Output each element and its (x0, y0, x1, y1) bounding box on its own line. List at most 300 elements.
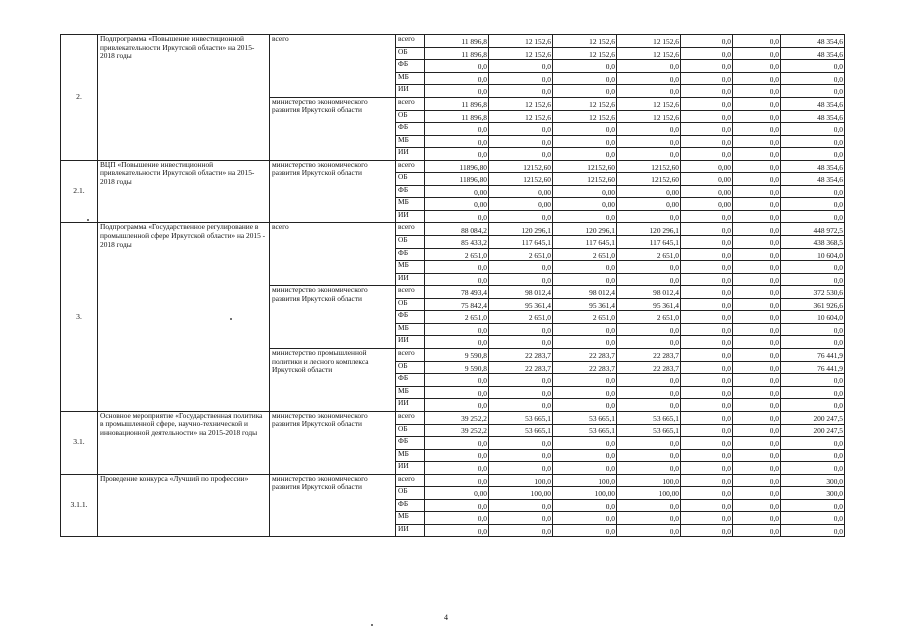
year-value: 0,0 (553, 399, 617, 412)
funding-source-code: ОБ (396, 236, 425, 249)
total-value: 372 530,6 (781, 286, 845, 299)
year-value: 0,0 (681, 437, 733, 450)
row-index: 3. (61, 223, 98, 411)
year-value: 0,00 (489, 198, 553, 211)
year-value: 0,0 (681, 524, 733, 537)
year-value: 0,0 (733, 374, 781, 387)
year-value: 117 645,1 (553, 236, 617, 249)
year-value: 0,0 (733, 185, 781, 198)
program-title: Основное мероприятие «Государственная политика в промышленной сфере, научно-технической и инновационной деятельности» на 2015-2018 годы (98, 411, 270, 474)
year-value: 12152,60 (617, 173, 681, 186)
year-value: 0,0 (617, 60, 681, 73)
year-value: 0,0 (617, 148, 681, 161)
year-value: 0,0 (489, 273, 553, 286)
year-value: 0,0 (733, 462, 781, 475)
year-value: 0,0 (553, 60, 617, 73)
total-value: 0,0 (781, 524, 845, 537)
year-value: 0,0 (733, 487, 781, 500)
year-value: 0,0 (553, 85, 617, 98)
year-value: 0,0 (733, 198, 781, 211)
year-value: 0,0 (681, 273, 733, 286)
year-value: 0,0 (681, 424, 733, 437)
funding-source-code: МБ (396, 72, 425, 85)
year-value: 117 645,1 (489, 236, 553, 249)
total-value: 0,0 (781, 60, 845, 73)
year-value: 0,0 (617, 72, 681, 85)
total-value: 10 604,0 (781, 248, 845, 261)
year-value: 0,0 (681, 261, 733, 274)
total-value: 76 441,9 (781, 361, 845, 374)
year-value: 0,0 (733, 148, 781, 161)
year-value: 0,0 (425, 437, 489, 450)
year-value: 0,0 (425, 374, 489, 387)
year-value: 0,0 (425, 512, 489, 525)
year-value: 0,0 (733, 386, 781, 399)
year-value: 53 665,1 (617, 424, 681, 437)
row-index: 3.1. (61, 411, 98, 474)
funding-source-code: ФБ (396, 248, 425, 261)
year-value: 0,0 (733, 236, 781, 249)
table-row (61, 35, 845, 48)
funding-source-code: ОБ (396, 298, 425, 311)
year-value: 12 152,6 (489, 97, 553, 110)
year-value: 0,0 (733, 248, 781, 261)
budget-table (60, 34, 845, 537)
funding-source-code: МБ (396, 198, 425, 211)
year-value: 0,0 (733, 97, 781, 110)
year-value: 0,0 (681, 110, 733, 123)
year-value: 0,0 (489, 512, 553, 525)
year-value: 0,0 (733, 437, 781, 450)
year-value: 0,0 (553, 524, 617, 537)
year-value: 0,00 (425, 185, 489, 198)
funding-source-code: ИИ (396, 148, 425, 161)
year-value: 0,0 (617, 374, 681, 387)
year-value: 0,0 (733, 60, 781, 73)
year-value: 120 296,1 (489, 223, 553, 236)
year-value: 0,0 (733, 524, 781, 537)
year-value: 12152,60 (553, 160, 617, 173)
year-value: 0,0 (681, 411, 733, 424)
year-value: 0,0 (425, 148, 489, 161)
year-value: 0,0 (681, 386, 733, 399)
year-value: 75 842,4 (425, 298, 489, 311)
year-value: 0,0 (489, 123, 553, 136)
year-value: 0,0 (733, 348, 781, 361)
year-value: 22 283,7 (489, 361, 553, 374)
scan-speck (230, 318, 232, 320)
year-value: 0,00 (617, 198, 681, 211)
year-value: 0,0 (681, 449, 733, 462)
year-value: 0,0 (489, 336, 553, 349)
total-value: 0,0 (781, 210, 845, 223)
year-value: 0,0 (733, 123, 781, 136)
year-value: 100,00 (553, 487, 617, 500)
funding-source-code: всего (396, 35, 425, 48)
year-value: 0,0 (681, 298, 733, 311)
funding-source-code: всего (396, 223, 425, 236)
table-row (61, 223, 845, 236)
year-value: 0,0 (681, 123, 733, 136)
year-value: 0,0 (553, 374, 617, 387)
year-value: 100,0 (489, 474, 553, 487)
year-value: 2 651,0 (617, 311, 681, 324)
year-value: 0,0 (553, 273, 617, 286)
total-value: 0,0 (781, 336, 845, 349)
year-value: 12 152,6 (617, 97, 681, 110)
year-value: 0,0 (617, 210, 681, 223)
year-value: 0,0 (489, 85, 553, 98)
year-value: 11 896,8 (425, 47, 489, 60)
year-value: 0,0 (425, 499, 489, 512)
total-value: 48 354,6 (781, 173, 845, 186)
year-value: 0,0 (425, 336, 489, 349)
year-value: 0,0 (733, 424, 781, 437)
year-value: 9 590,8 (425, 348, 489, 361)
year-value: 100,0 (617, 474, 681, 487)
funding-source-code: МБ (396, 386, 425, 399)
year-value: 0,0 (489, 210, 553, 223)
year-value: 0,0 (617, 323, 681, 336)
funding-source-code: ФБ (396, 499, 425, 512)
year-value: 0,0 (733, 449, 781, 462)
year-value: 12152,60 (617, 160, 681, 173)
year-value: 95 361,4 (553, 298, 617, 311)
funding-source-code: МБ (396, 449, 425, 462)
year-value: 0,0 (553, 512, 617, 525)
total-value: 0,0 (781, 462, 845, 475)
year-value: 12 152,6 (489, 35, 553, 48)
total-value: 0,0 (781, 185, 845, 198)
total-value: 0,0 (781, 323, 845, 336)
year-value: 0,0 (681, 97, 733, 110)
year-value: 100,0 (553, 474, 617, 487)
year-value: 0,0 (681, 374, 733, 387)
year-value: 12 152,6 (617, 47, 681, 60)
funding-source-code: ОБ (396, 47, 425, 60)
year-value: 0,0 (489, 135, 553, 148)
year-value: 0,0 (733, 210, 781, 223)
year-value: 0,0 (733, 223, 781, 236)
year-value: 53 665,1 (553, 424, 617, 437)
year-value: 0,0 (617, 524, 681, 537)
total-value: 0,0 (781, 123, 845, 136)
total-value: 0,0 (781, 399, 845, 412)
row-index: 3.1.1. (61, 474, 98, 537)
funding-source-code: МБ (396, 323, 425, 336)
executor: министерство экономического развития Иркутской области (270, 286, 396, 349)
year-value: 0,0 (733, 411, 781, 424)
year-value: 11 896,8 (425, 110, 489, 123)
year-value: 98 012,4 (617, 286, 681, 299)
year-value: 0,0 (617, 135, 681, 148)
scan-speck (87, 219, 89, 221)
row-index: 2.1. (61, 160, 98, 223)
year-value: 39 252,2 (425, 411, 489, 424)
year-value: 0,0 (681, 248, 733, 261)
year-value: 85 433,2 (425, 236, 489, 249)
year-value: 0,0 (733, 311, 781, 324)
year-value: 0,0 (489, 60, 553, 73)
year-value: 0,0 (733, 399, 781, 412)
funding-source-code: всего (396, 348, 425, 361)
year-value: 0,0 (617, 512, 681, 525)
year-value: 2 651,0 (553, 311, 617, 324)
year-value: 0,0 (733, 261, 781, 274)
year-value: 0,0 (553, 449, 617, 462)
year-value: 12 152,6 (553, 35, 617, 48)
year-value: 0,0 (489, 449, 553, 462)
total-value: 300,0 (781, 487, 845, 500)
year-value: 0,0 (617, 462, 681, 475)
year-value: 0,00 (681, 160, 733, 173)
year-value: 0,0 (733, 336, 781, 349)
funding-source-code: всего (396, 411, 425, 424)
funding-source-code: всего (396, 474, 425, 487)
program-title: Проведение конкурса «Лучший по профессии» (98, 474, 270, 537)
scan-speck (371, 624, 373, 626)
year-value: 0,0 (681, 210, 733, 223)
funding-source-code: всего (396, 286, 425, 299)
year-value: 0,0 (617, 273, 681, 286)
year-value: 98 012,4 (553, 286, 617, 299)
year-value: 0,0 (553, 437, 617, 450)
year-value: 0,0 (553, 148, 617, 161)
year-value: 0,0 (425, 524, 489, 537)
year-value: 0,0 (681, 399, 733, 412)
executor: министерство промышленной политики и лесного комплекса Иркутской области (270, 348, 396, 411)
funding-source-code: всего (396, 97, 425, 110)
year-value: 11896,80 (425, 173, 489, 186)
year-value: 0,0 (553, 323, 617, 336)
year-value: 0,0 (489, 148, 553, 161)
total-value: 0,0 (781, 386, 845, 399)
year-value: 0,0 (733, 47, 781, 60)
executor: министерство экономического развития Иркутской области (270, 160, 396, 223)
year-value: 0,0 (425, 72, 489, 85)
year-value: 0,0 (733, 160, 781, 173)
year-value: 2 651,0 (425, 248, 489, 261)
year-value: 0,0 (425, 462, 489, 475)
year-value: 0,0 (733, 85, 781, 98)
funding-source-code: ИИ (396, 524, 425, 537)
total-value: 200 247,5 (781, 424, 845, 437)
year-value: 0,0 (681, 35, 733, 48)
year-value: 0,0 (425, 474, 489, 487)
year-value: 100,00 (617, 487, 681, 500)
funding-source-code: ИИ (396, 399, 425, 412)
year-value: 0,0 (617, 261, 681, 274)
funding-source-code: МБ (396, 512, 425, 525)
year-value: 12 152,6 (489, 110, 553, 123)
total-value: 0,0 (781, 148, 845, 161)
year-value: 0,0 (681, 487, 733, 500)
year-value: 0,0 (553, 386, 617, 399)
year-value: 0,00 (425, 198, 489, 211)
year-value: 0,0 (617, 499, 681, 512)
funding-source-code: ФБ (396, 185, 425, 198)
year-value: 0,0 (425, 60, 489, 73)
year-value: 0,0 (681, 512, 733, 525)
year-value: 0,0 (617, 437, 681, 450)
year-value: 2 651,0 (425, 311, 489, 324)
year-value: 0,0 (489, 399, 553, 412)
year-value: 53 665,1 (617, 411, 681, 424)
year-value: 0,0 (681, 474, 733, 487)
total-value: 48 354,6 (781, 160, 845, 173)
year-value: 0,0 (425, 135, 489, 148)
year-value: 0,00 (681, 173, 733, 186)
year-value: 0,0 (681, 336, 733, 349)
funding-source-code: МБ (396, 135, 425, 148)
year-value: 0,0 (681, 361, 733, 374)
funding-source-code: ФБ (396, 60, 425, 73)
year-value: 120 296,1 (617, 223, 681, 236)
total-value: 0,0 (781, 512, 845, 525)
year-value: 0,0 (733, 286, 781, 299)
total-value: 0,0 (781, 261, 845, 274)
funding-source-code: ОБ (396, 361, 425, 374)
year-value: 12 152,6 (553, 47, 617, 60)
funding-source-code: ОБ (396, 173, 425, 186)
total-value: 48 354,6 (781, 97, 845, 110)
year-value: 12 152,6 (617, 35, 681, 48)
total-value: 200 247,5 (781, 411, 845, 424)
total-value: 0,0 (781, 198, 845, 211)
funding-source-code: ФБ (396, 311, 425, 324)
year-value: 0,00 (617, 185, 681, 198)
year-value: 2 651,0 (617, 248, 681, 261)
year-value: 0,00 (553, 185, 617, 198)
year-value: 11 896,8 (425, 35, 489, 48)
year-value: 0,0 (425, 123, 489, 136)
year-value: 0,0 (489, 386, 553, 399)
funding-source-code: ИИ (396, 273, 425, 286)
year-value: 0,0 (617, 123, 681, 136)
year-value: 0,0 (681, 60, 733, 73)
year-value: 0,0 (681, 85, 733, 98)
year-value: 0,0 (425, 210, 489, 223)
executor: всего (270, 35, 396, 98)
program-title: Подпрограмма «Повышение инвестиционной привлекательности Иркутской области» на 2015-2018 годы (98, 35, 270, 161)
year-value: 0,0 (681, 462, 733, 475)
year-value: 0,0 (733, 323, 781, 336)
page-number: 4 (444, 613, 448, 622)
funding-source-code: ФБ (396, 437, 425, 450)
funding-source-code: ОБ (396, 487, 425, 500)
year-value: 100,00 (489, 487, 553, 500)
year-value: 0,0 (425, 273, 489, 286)
funding-source-code: ИИ (396, 210, 425, 223)
year-value: 53 665,1 (553, 411, 617, 424)
year-value: 0,0 (553, 72, 617, 85)
year-value: 98 012,4 (489, 286, 553, 299)
year-value: 0,0 (553, 123, 617, 136)
funding-source-code: ИИ (396, 336, 425, 349)
program-title: ВЦП «Повышение инвестиционной привлекательности Иркутской области» на 2015-2018 годы (98, 160, 270, 223)
year-value: 0,0 (733, 72, 781, 85)
year-value: 0,0 (425, 449, 489, 462)
year-value: 12152,60 (489, 173, 553, 186)
executor: всего (270, 223, 396, 286)
year-value: 12 152,6 (617, 110, 681, 123)
total-value: 0,0 (781, 437, 845, 450)
total-value: 48 354,6 (781, 110, 845, 123)
year-value: 0,0 (489, 323, 553, 336)
year-value: 0,0 (733, 361, 781, 374)
year-value: 0,00 (489, 185, 553, 198)
year-value: 0,0 (733, 474, 781, 487)
total-value: 0,0 (781, 449, 845, 462)
year-value: 0,0 (617, 399, 681, 412)
year-value: 0,00 (425, 487, 489, 500)
year-value: 0,0 (489, 462, 553, 475)
year-value: 0,0 (733, 110, 781, 123)
total-value: 448 972,5 (781, 223, 845, 236)
total-value: 0,0 (781, 85, 845, 98)
total-value: 0,0 (781, 374, 845, 387)
year-value: 0,0 (733, 173, 781, 186)
year-value: 0,0 (425, 323, 489, 336)
year-value: 11 896,8 (425, 97, 489, 110)
total-value: 0,0 (781, 273, 845, 286)
year-value: 39 252,2 (425, 424, 489, 437)
program-title: Подпрограмма «Государственное регулирование в промышленной сфере Иркутской области» на 2015 - 2018 годы (98, 223, 270, 411)
year-value: 78 493,4 (425, 286, 489, 299)
year-value: 0,0 (681, 223, 733, 236)
year-value: 0,0 (617, 336, 681, 349)
year-value: 0,0 (553, 261, 617, 274)
year-value: 22 283,7 (553, 348, 617, 361)
year-value: 22 283,7 (553, 361, 617, 374)
funding-source-code: ИИ (396, 462, 425, 475)
year-value: 0,0 (425, 261, 489, 274)
year-value: 0,0 (733, 298, 781, 311)
year-value: 0,0 (425, 386, 489, 399)
year-value: 0,0 (681, 148, 733, 161)
year-value: 0,0 (489, 72, 553, 85)
year-value: 0,0 (489, 261, 553, 274)
year-value: 0,0 (489, 437, 553, 450)
year-value: 0,0 (681, 323, 733, 336)
year-value: 0,0 (489, 499, 553, 512)
year-value: 0,0 (553, 210, 617, 223)
executor: министерство экономического развития Иркутской области (270, 411, 396, 474)
year-value: 0,0 (617, 449, 681, 462)
total-value: 438 368,5 (781, 236, 845, 249)
total-value: 361 926,6 (781, 298, 845, 311)
table-row (61, 411, 845, 424)
funding-source-code: ФБ (396, 374, 425, 387)
year-value: 12 152,6 (553, 110, 617, 123)
funding-source-code: ИИ (396, 85, 425, 98)
year-value: 0,0 (681, 236, 733, 249)
year-value: 22 283,7 (617, 361, 681, 374)
year-value: 22 283,7 (489, 348, 553, 361)
year-value: 0,0 (553, 135, 617, 148)
year-value: 0,0 (425, 399, 489, 412)
year-value: 88 084,2 (425, 223, 489, 236)
executor: министерство экономического развития Иркутской области (270, 474, 396, 537)
year-value: 11896,80 (425, 160, 489, 173)
year-value: 0,00 (681, 198, 733, 211)
year-value: 0,0 (733, 499, 781, 512)
funding-source-code: ОБ (396, 110, 425, 123)
total-value: 0,0 (781, 499, 845, 512)
year-value: 0,00 (553, 198, 617, 211)
year-value: 12152,60 (553, 173, 617, 186)
table-row (61, 474, 845, 487)
